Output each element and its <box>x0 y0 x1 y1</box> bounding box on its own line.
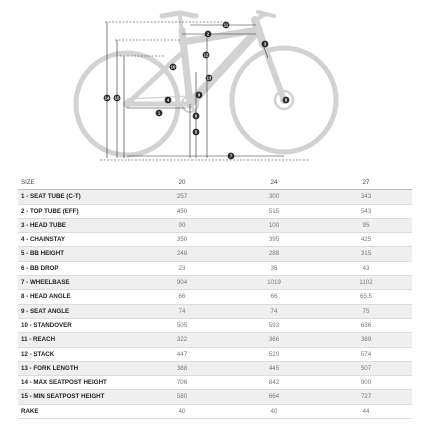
header-size-24: 24 <box>228 176 320 190</box>
header-size-20: 20 <box>136 176 228 190</box>
row-label: 1 - SEAT TUBE (C-T) <box>18 190 136 204</box>
table-row <box>18 361 412 375</box>
row-value: 520 <box>228 347 320 361</box>
row-value: 900 <box>320 376 412 390</box>
row-label: 2 - TOP TUBE (EFF) <box>18 204 136 218</box>
row-value: 35 <box>228 261 320 275</box>
row-value: 40 <box>228 404 320 418</box>
svg-text:3: 3 <box>263 41 267 47</box>
row-label: 14 - MAX SEATPOST HEIGHT <box>18 376 136 390</box>
svg-text:2: 2 <box>206 31 210 37</box>
row-value: 74 <box>228 304 320 318</box>
row-value: 248 <box>136 247 228 261</box>
row-label: 3 - HEAD TUBE <box>18 218 136 232</box>
row-label: 5 - BB HEIGHT <box>18 247 136 261</box>
table-row <box>18 390 412 404</box>
row-value: 505 <box>136 318 228 332</box>
row-value: 507 <box>320 361 412 375</box>
svg-text:11: 11 <box>223 22 229 28</box>
table-row <box>18 190 412 204</box>
row-value: 842 <box>228 376 320 390</box>
row-value: 636 <box>320 318 412 332</box>
row-value: 904 <box>136 276 228 290</box>
row-value: 257 <box>136 190 228 204</box>
row-value: 425 <box>320 233 412 247</box>
svg-text:12: 12 <box>203 52 209 58</box>
header-size-27: 27 <box>320 176 412 190</box>
table-row <box>18 204 412 218</box>
bike-geometry-diagram <box>0 0 430 172</box>
header-size: SIZE <box>18 176 136 190</box>
measure-badge-5 <box>193 129 200 136</box>
row-value: 445 <box>228 361 320 375</box>
svg-text:1: 1 <box>157 110 161 116</box>
row-label: 11 - REACH <box>18 333 136 347</box>
row-label: RAKE <box>18 404 136 418</box>
svg-text:13: 13 <box>206 75 212 81</box>
table-row <box>18 404 412 418</box>
row-label: 13 - FORK LENGTH <box>18 361 136 375</box>
measure-badge-13 <box>206 75 213 82</box>
row-label: 10 - STANDOVER <box>18 318 136 332</box>
table-row <box>18 276 412 290</box>
row-value: 1019 <box>228 276 320 290</box>
row-label: 12 - STACK <box>18 347 136 361</box>
measure-badge-6 <box>193 113 200 120</box>
measure-badge-1 <box>156 110 163 117</box>
row-value: 300 <box>228 190 320 204</box>
measure-badge-10 <box>170 64 177 71</box>
measure-badge-2 <box>205 31 212 38</box>
table-row <box>18 261 412 275</box>
row-value: 74 <box>136 304 228 318</box>
row-label: 4 - CHAINSTAY <box>18 233 136 247</box>
table-row <box>18 304 412 318</box>
row-value: 664 <box>228 390 320 404</box>
row-value: 90 <box>136 218 228 232</box>
table-row <box>18 318 412 332</box>
svg-text:15: 15 <box>114 95 120 101</box>
row-value: 388 <box>136 361 228 375</box>
row-value: 43 <box>320 261 412 275</box>
measure-badge-4 <box>165 97 172 104</box>
head-tube <box>255 20 263 44</box>
row-label: 15 - MIN SEATPOST HEIGHT <box>18 390 136 404</box>
row-value: 23 <box>136 261 228 275</box>
measure-badge-12 <box>203 52 210 59</box>
row-value: 447 <box>136 347 228 361</box>
svg-text:9: 9 <box>197 92 201 98</box>
row-label: 9 - SEAT ANGLE <box>18 304 136 318</box>
row-value: 350 <box>136 233 228 247</box>
measure-badge-3 <box>262 41 269 48</box>
row-value: 574 <box>320 347 412 361</box>
measure-badge-11 <box>223 22 230 29</box>
row-value: 95 <box>320 218 412 232</box>
measure-badge-14 <box>104 95 111 102</box>
svg-text:6: 6 <box>194 113 198 119</box>
row-value: 515 <box>228 204 320 218</box>
measure-badge-7 <box>228 153 235 160</box>
row-label: 6 - BB DROP <box>18 261 136 275</box>
row-value: 100 <box>228 218 320 232</box>
row-value: 543 <box>320 204 412 218</box>
saddle <box>162 13 196 16</box>
row-value: 580 <box>136 390 228 404</box>
row-value: 75 <box>320 304 412 318</box>
measure-badge-15 <box>114 95 121 102</box>
svg-text:5: 5 <box>194 129 198 135</box>
table-row <box>18 247 412 261</box>
seatpost <box>180 16 182 34</box>
row-label: 8 - HEAD ANGLE <box>18 290 136 304</box>
row-value: 288 <box>228 247 320 261</box>
table-row <box>18 333 412 347</box>
row-value: 366 <box>228 333 320 347</box>
row-value: 450 <box>136 204 228 218</box>
row-value: 727 <box>320 390 412 404</box>
svg-text:10: 10 <box>170 64 176 70</box>
table-row <box>18 218 412 232</box>
row-value: 389 <box>320 333 412 347</box>
table-row <box>18 290 412 304</box>
row-value: 322 <box>136 333 228 347</box>
row-value: 1102 <box>320 276 412 290</box>
row-value: 66 <box>136 290 228 304</box>
row-value: 706 <box>136 376 228 390</box>
row-label: 7 - WHEELBASE <box>18 276 136 290</box>
svg-text:7: 7 <box>229 153 233 159</box>
row-value: 44 <box>320 404 412 418</box>
table-row <box>18 347 412 361</box>
row-value: 315 <box>320 247 412 261</box>
measure-badge-9 <box>196 92 203 99</box>
row-value: 40 <box>136 404 228 418</box>
table-header-row <box>18 176 412 190</box>
row-value: 343 <box>320 190 412 204</box>
row-value: 65.5 <box>320 290 412 304</box>
row-value: 395 <box>228 233 320 247</box>
svg-text:14: 14 <box>104 95 110 101</box>
geometry-table <box>18 176 412 419</box>
table-row <box>18 233 412 247</box>
table-row <box>18 376 412 390</box>
svg-text:4: 4 <box>166 97 170 103</box>
row-value: 66 <box>228 290 320 304</box>
row-value: 593 <box>228 318 320 332</box>
measure-badge-8 <box>283 97 290 104</box>
svg-text:8: 8 <box>284 97 288 103</box>
